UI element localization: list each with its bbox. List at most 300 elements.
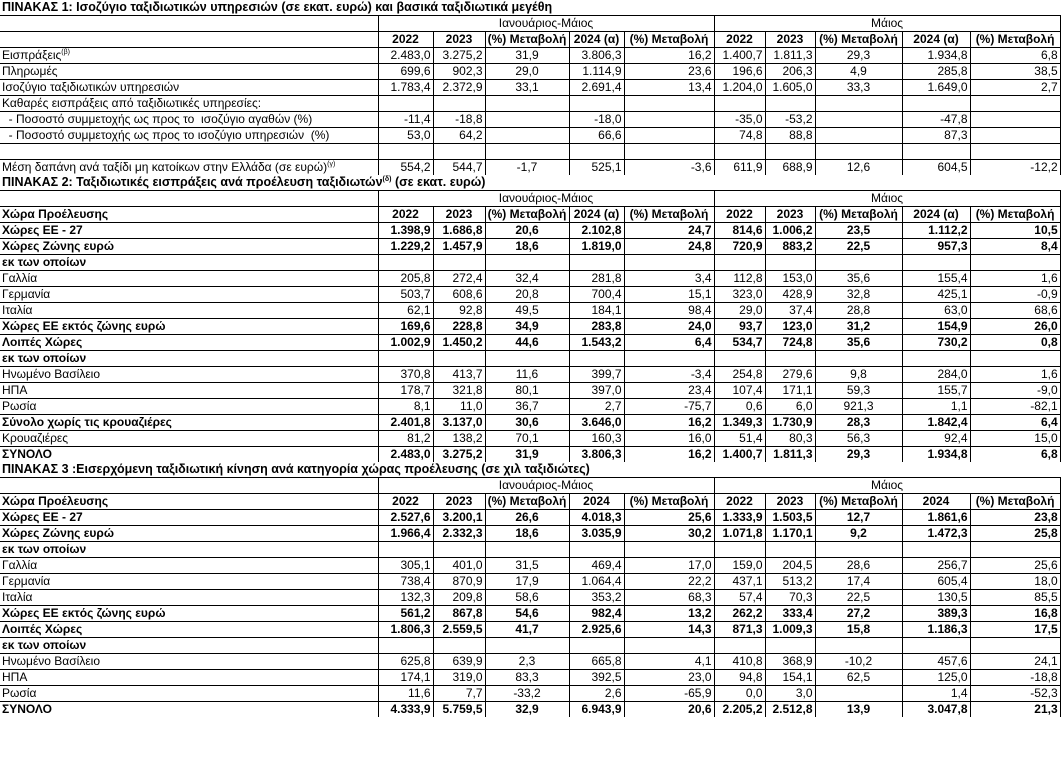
- table-cell: 23,0: [624, 670, 714, 686]
- table-cell: -82,1: [970, 399, 1060, 415]
- table-cell: 1.009,3: [765, 622, 815, 638]
- table-cell: 4,9: [815, 64, 902, 80]
- table-cell: 639,9: [433, 654, 485, 670]
- table-cell: [714, 96, 765, 112]
- table-cell: -18,0: [569, 112, 624, 128]
- column-header-row: [0, 207, 1060, 223]
- table-cell: [902, 542, 970, 558]
- table-cell: [902, 351, 970, 367]
- table-cell: [815, 638, 902, 654]
- table-cell: 1.450,2: [433, 335, 485, 351]
- table-row: [0, 303, 1060, 319]
- table-cell: 1.204,0: [714, 80, 765, 96]
- table-cell: 23,6: [624, 64, 714, 80]
- table-cell: [485, 542, 569, 558]
- table-cell: [624, 112, 714, 128]
- row-label: [0, 510, 378, 526]
- table-cell: 83,3: [485, 670, 569, 686]
- column-header: (%) Μεταβολή: [970, 32, 1060, 48]
- column-header: 2024 (α): [569, 32, 624, 48]
- column-header-row: [0, 32, 1060, 48]
- table-title-footnote: (δ): [382, 175, 392, 183]
- table-cell: 1.934,8: [902, 447, 970, 463]
- row-label: [0, 590, 378, 606]
- column-header: 2024: [569, 494, 624, 510]
- table-row: [0, 144, 1060, 160]
- table-cell: [765, 96, 815, 112]
- column-header: 2022: [378, 494, 433, 510]
- row-label: [0, 303, 378, 319]
- row-label-text: Χώρες ΕΕ εκτός ζώνης ευρώ: [2, 606, 166, 620]
- table-cell: 93,7: [714, 319, 765, 335]
- table-cell: [815, 96, 902, 112]
- table-cell: 51,4: [714, 431, 765, 447]
- table-cell: 1.819,0: [569, 239, 624, 255]
- row-label-text: - Ποσοστό συμμετοχής ως προς το ισοζύγιο αγαθών (%): [2, 112, 313, 126]
- table-cell: [714, 638, 765, 654]
- table-cell: 85,5: [970, 590, 1060, 606]
- table-cell: 123,0: [765, 319, 815, 335]
- table-cell: 902,3: [433, 64, 485, 80]
- table-cell: 21,3: [970, 702, 1060, 718]
- table-cell: [815, 542, 902, 558]
- table-cell: 206,3: [765, 64, 815, 80]
- table-cell: 17,9: [485, 574, 569, 590]
- table-cell: 15,8: [815, 622, 902, 638]
- table-cell: 66,6: [569, 128, 624, 144]
- table-cell: 30,6: [485, 415, 569, 431]
- row-label: [0, 48, 378, 64]
- row-label: [0, 160, 378, 176]
- table-cell: 29,0: [485, 64, 569, 80]
- table-cell: 814,6: [714, 223, 765, 239]
- table-cell: 1.170,1: [765, 526, 815, 542]
- table-cell: [714, 144, 765, 160]
- table-cell: [970, 144, 1060, 160]
- table-cell: 228,8: [433, 319, 485, 335]
- table-cell: -9,0: [970, 383, 1060, 399]
- table-cell: 2,3: [485, 654, 569, 670]
- table-row: [0, 606, 1060, 622]
- table-cell: 38,5: [970, 64, 1060, 80]
- table-row: [0, 128, 1060, 144]
- table-cell: -1,7: [485, 160, 569, 176]
- table-cell: 13,2: [624, 606, 714, 622]
- table-row: [0, 335, 1060, 351]
- table-cell: 18,6: [485, 526, 569, 542]
- table-cell: 1.934,8: [902, 48, 970, 64]
- table-cell: 3.275,2: [433, 48, 485, 64]
- row-label-text: Πληρωμές: [2, 64, 58, 78]
- table-cell: 81,2: [378, 431, 433, 447]
- table-cell: 410,8: [714, 654, 765, 670]
- table-cell: [970, 128, 1060, 144]
- table-cell: 2.527,6: [378, 510, 433, 526]
- table-cell: 425,1: [902, 287, 970, 303]
- table-cell: 437,1: [714, 574, 765, 590]
- table-row: [0, 654, 1060, 670]
- table-cell: 44,6: [485, 335, 569, 351]
- table-cell: [485, 255, 569, 271]
- table-cell: [714, 255, 765, 271]
- table-cell: 17,0: [624, 558, 714, 574]
- table-cell: -3,4: [624, 367, 714, 383]
- table-cell: 7,7: [433, 686, 485, 702]
- table-cell: 92,8: [433, 303, 485, 319]
- table-cell: 112,8: [714, 271, 765, 287]
- row-label: [0, 335, 378, 351]
- row-label-text: Γαλλία: [2, 271, 38, 285]
- table-cell: 30,2: [624, 526, 714, 542]
- table-cell: 204,5: [765, 558, 815, 574]
- table-cell: 26,6: [485, 510, 569, 526]
- table-cell: [902, 638, 970, 654]
- table-cell: 28,3: [815, 415, 902, 431]
- table-cell: [902, 96, 970, 112]
- table-cell: 160,3: [569, 431, 624, 447]
- table-cell: [569, 144, 624, 160]
- table-cell: 1.730,9: [765, 415, 815, 431]
- table-cell: 4.018,3: [569, 510, 624, 526]
- row-label-text: ΣΥΝΟΛΟ: [2, 447, 52, 461]
- table-cell: [970, 542, 1060, 558]
- table-cell: [714, 351, 765, 367]
- table-cell: 0,8: [970, 335, 1060, 351]
- row-label-text: εκ των οποίων: [2, 255, 87, 269]
- table-cell: 41,7: [485, 622, 569, 638]
- row-label: [0, 542, 378, 558]
- table-cell: [624, 255, 714, 271]
- table-cell: 353,2: [569, 590, 624, 606]
- table-cell: 17,4: [815, 574, 902, 590]
- table-cell: 982,4: [569, 606, 624, 622]
- group-header-row: [0, 16, 1060, 32]
- row-label-text: Ισοζύγιο ταξιδιωτικών υπηρεσιών: [2, 80, 180, 94]
- table-cell: -75,7: [624, 399, 714, 415]
- table-row: [0, 64, 1060, 80]
- table-cell: 1.806,3: [378, 622, 433, 638]
- row-label: [0, 287, 378, 303]
- row-label-text: εκ των οποίων: [2, 638, 87, 652]
- column-header: (%) Μεταβολή: [624, 207, 714, 223]
- table-cell: 28,8: [815, 303, 902, 319]
- row-label: [0, 96, 378, 112]
- table-cell: 54,6: [485, 606, 569, 622]
- table-cell: 3.047,8: [902, 702, 970, 718]
- table-cell: [765, 144, 815, 160]
- row-label: [0, 399, 378, 415]
- row-label-text: Κρουαζιέρες: [2, 431, 69, 445]
- table-cell: 17,5: [970, 622, 1060, 638]
- table-cell: 283,8: [569, 319, 624, 335]
- table-cell: 6,4: [624, 335, 714, 351]
- table-cell: 2.205,2: [714, 702, 765, 718]
- table-cell: [765, 255, 815, 271]
- table-cell: 57,4: [714, 590, 765, 606]
- table-cell: 525,1: [569, 160, 624, 176]
- table-cell: 428,9: [765, 287, 815, 303]
- table-cell: 665,8: [569, 654, 624, 670]
- table-cell: 2.483,0: [378, 447, 433, 463]
- table-cell: 688,9: [765, 160, 815, 176]
- table-cell: -12,2: [970, 160, 1060, 176]
- row-label: [0, 383, 378, 399]
- table-cell: 154,1: [765, 670, 815, 686]
- row-label: [0, 638, 378, 654]
- table-cell: 3.200,1: [433, 510, 485, 526]
- table-cell: 49,5: [485, 303, 569, 319]
- column-header: 2024 (α): [902, 207, 970, 223]
- table-cell: 513,2: [765, 574, 815, 590]
- row-label: [0, 526, 378, 542]
- table-cell: 720,9: [714, 239, 765, 255]
- table-row: [0, 160, 1060, 176]
- table-cell: 2.372,9: [433, 80, 485, 96]
- table-row: [0, 48, 1060, 64]
- table-cell: 138,2: [433, 431, 485, 447]
- table-cell: 64,2: [433, 128, 485, 144]
- table-cell: 4.333,9: [378, 702, 433, 718]
- table-cell: 469,4: [569, 558, 624, 574]
- table-cell: 2.925,6: [569, 622, 624, 638]
- column-header: (%) Μεταβολή: [815, 207, 902, 223]
- table-title-tail: (σε εκατ. ευρώ): [391, 175, 486, 189]
- table-cell: 31,9: [485, 48, 569, 64]
- table-cell: 24,7: [624, 223, 714, 239]
- table-cell: 88,8: [765, 128, 815, 144]
- table-cell: 8,4: [970, 239, 1060, 255]
- row-label: [0, 223, 378, 239]
- table-cell: 23,8: [970, 510, 1060, 526]
- table-cell: 9,8: [815, 367, 902, 383]
- table-cell: -33,2: [485, 686, 569, 702]
- table-cell: 2,6: [569, 686, 624, 702]
- row-label-text: Μέση δαπάνη ανά ταξίδι μη κατοίκων στην Ελλάδα (σε ευρώ): [2, 160, 328, 174]
- row-label-text: Χώρες Ζώνης ευρώ: [2, 239, 114, 253]
- table-cell: 205,8: [378, 271, 433, 287]
- group-header-row: [0, 478, 1060, 494]
- table-cell: 368,9: [765, 654, 815, 670]
- table-cell: 457,6: [902, 654, 970, 670]
- table-cell: 130,5: [902, 590, 970, 606]
- row-label: [0, 112, 378, 128]
- table-cell: 1.398,9: [378, 223, 433, 239]
- group-header-row: [0, 191, 1060, 207]
- table-cell: 1.349,3: [714, 415, 765, 431]
- table-row: [0, 351, 1060, 367]
- table-cell: 184,1: [569, 303, 624, 319]
- table-cell: 883,2: [765, 239, 815, 255]
- table-cell: 544,7: [433, 160, 485, 176]
- row-header-label: Χώρα Προέλευσης: [0, 494, 378, 510]
- table-cell: 611,9: [714, 160, 765, 176]
- table-cell: [765, 542, 815, 558]
- column-header: (%) Μεταβολή: [485, 494, 569, 510]
- row-label-text: Λοιπές Χώρες: [2, 622, 83, 636]
- table-cell: 4,1: [624, 654, 714, 670]
- table-cell: 6,8: [970, 447, 1060, 463]
- table-cell: [433, 638, 485, 654]
- table-cell: 94,8: [714, 670, 765, 686]
- table-cell: 68,6: [970, 303, 1060, 319]
- table-cell: 333,4: [765, 606, 815, 622]
- table-cell: 154,9: [902, 319, 970, 335]
- table-row: [0, 558, 1060, 574]
- table-cell: 413,7: [433, 367, 485, 383]
- table-cell: [902, 144, 970, 160]
- group-header-jan-may: Ιανουάριος-Μάιος: [378, 478, 714, 494]
- table-cell: 724,8: [765, 335, 815, 351]
- table-cell: -11,4: [378, 112, 433, 128]
- table-cell: 29,0: [714, 303, 765, 319]
- table-cell: 29,3: [815, 447, 902, 463]
- table-cell: -0,9: [970, 287, 1060, 303]
- table-cell: [815, 686, 902, 702]
- row-label-text: ΗΠΑ: [2, 670, 28, 684]
- table-cell: 0,0: [714, 686, 765, 702]
- column-header: (%) Μεταβολή: [815, 494, 902, 510]
- row-label: [0, 64, 378, 80]
- table-cell: 561,2: [378, 606, 433, 622]
- table-cell: 554,2: [378, 160, 433, 176]
- table-cell: 262,2: [714, 606, 765, 622]
- table-cell: 80,3: [765, 431, 815, 447]
- table-cell: 323,0: [714, 287, 765, 303]
- table-cell: 1.400,7: [714, 48, 765, 64]
- row-header-label: Χώρα Προέλευσης: [0, 207, 378, 223]
- table-cell: [378, 638, 433, 654]
- table-cell: 25,8: [970, 526, 1060, 542]
- table-cell: 0,6: [714, 399, 765, 415]
- table-cell: 397,0: [569, 383, 624, 399]
- row-label-text: ΗΠΑ: [2, 383, 28, 397]
- table-cell: 196,6: [714, 64, 765, 80]
- table-cell: [624, 128, 714, 144]
- header-blank: [0, 16, 378, 32]
- table-cell: 132,3: [378, 590, 433, 606]
- table-cell: [433, 144, 485, 160]
- table-cell: 1,6: [970, 271, 1060, 287]
- table-cell: [433, 542, 485, 558]
- table-cell: 1.649,0: [902, 80, 970, 96]
- column-header: 2023: [765, 207, 815, 223]
- table-cell: 62,1: [378, 303, 433, 319]
- table-cell: -3,6: [624, 160, 714, 176]
- table-cell: 58,6: [485, 590, 569, 606]
- table-cell: 27,2: [815, 606, 902, 622]
- table-cell: [433, 96, 485, 112]
- table-cell: [624, 144, 714, 160]
- table-cell: [624, 351, 714, 367]
- table-cell: 604,5: [902, 160, 970, 176]
- table-cell: 1.686,8: [433, 223, 485, 239]
- group-header-may: Μάιος: [714, 478, 1060, 494]
- group-header-jan-may: Ιανουάριος-Μάιος: [378, 191, 714, 207]
- row-label-text: Γερμανία: [2, 287, 51, 301]
- table-cell: 2.691,4: [569, 80, 624, 96]
- row-label-text: Ρωσία: [2, 686, 37, 700]
- table-row: [0, 686, 1060, 702]
- table-cell: 503,7: [378, 287, 433, 303]
- table-cell: 605,4: [902, 574, 970, 590]
- table-cell: 14,3: [624, 622, 714, 638]
- table-cell: 159,0: [714, 558, 765, 574]
- table-cell: 1.064,4: [569, 574, 624, 590]
- table-cell: 1.114,9: [569, 64, 624, 80]
- table-row: [0, 223, 1060, 239]
- column-header: 2022: [378, 207, 433, 223]
- table-cell: [378, 144, 433, 160]
- table-cell: 2,7: [970, 80, 1060, 96]
- table-cell: 70,3: [765, 590, 815, 606]
- table-cell: [970, 112, 1060, 128]
- table-cell: 12,7: [815, 510, 902, 526]
- table-cell: 153,0: [765, 271, 815, 287]
- table-cell: 2.401,8: [378, 415, 433, 431]
- column-header: (%) Μεταβολή: [970, 494, 1060, 510]
- row-label-text: Γαλλία: [2, 558, 38, 572]
- table-cell: 32,4: [485, 271, 569, 287]
- table-cell: 171,1: [765, 383, 815, 399]
- table-cell: 12,6: [815, 160, 902, 176]
- table-row: [0, 399, 1060, 415]
- table-cell: 1.605,0: [765, 80, 815, 96]
- table-cell: 107,4: [714, 383, 765, 399]
- table-cell: 11,6: [485, 367, 569, 383]
- table-cell: 70,1: [485, 431, 569, 447]
- row-footnote-marker: (γ): [327, 161, 336, 168]
- table-cell: 1.002,9: [378, 335, 433, 351]
- table-cell: 28,6: [815, 558, 902, 574]
- table-cell: 871,3: [714, 622, 765, 638]
- row-label: [0, 128, 378, 144]
- table-cell: 392,5: [569, 670, 624, 686]
- table-cell: 370,8: [378, 367, 433, 383]
- table-cell: 15,0: [970, 431, 1060, 447]
- table-cell: 62,5: [815, 670, 902, 686]
- table-cell: 2.483,0: [378, 48, 433, 64]
- row-label: [0, 606, 378, 622]
- table-cell: [378, 542, 433, 558]
- table-cell: 1.229,2: [378, 239, 433, 255]
- table-cell: 1.842,4: [902, 415, 970, 431]
- row-label-text: Ιταλία: [2, 590, 33, 604]
- table-cell: 8,1: [378, 399, 433, 415]
- row-label: [0, 686, 378, 702]
- table-cell: -35,0: [714, 112, 765, 128]
- table-cell: 22,5: [815, 239, 902, 255]
- table-cell: 98,4: [624, 303, 714, 319]
- row-label: [0, 702, 378, 718]
- table-cell: 3.035,9: [569, 526, 624, 542]
- column-header: (%) Μεταβολή: [624, 32, 714, 48]
- table-cell: 1,4: [902, 686, 970, 702]
- table-cell: 870,9: [433, 574, 485, 590]
- table-cell: [815, 144, 902, 160]
- table-cell: 20,8: [485, 287, 569, 303]
- table-cell: 11,6: [378, 686, 433, 702]
- table-title-row: [0, 462, 1060, 478]
- table-cell: 6,8: [970, 48, 1060, 64]
- table-cell: [485, 112, 569, 128]
- table-row: [0, 319, 1060, 335]
- column-header: 2024 (α): [902, 32, 970, 48]
- column-header: 2023: [433, 32, 485, 48]
- table-cell: [485, 96, 569, 112]
- table-cell: [485, 128, 569, 144]
- table-cell: 1,6: [970, 367, 1060, 383]
- column-header: 2022: [714, 207, 765, 223]
